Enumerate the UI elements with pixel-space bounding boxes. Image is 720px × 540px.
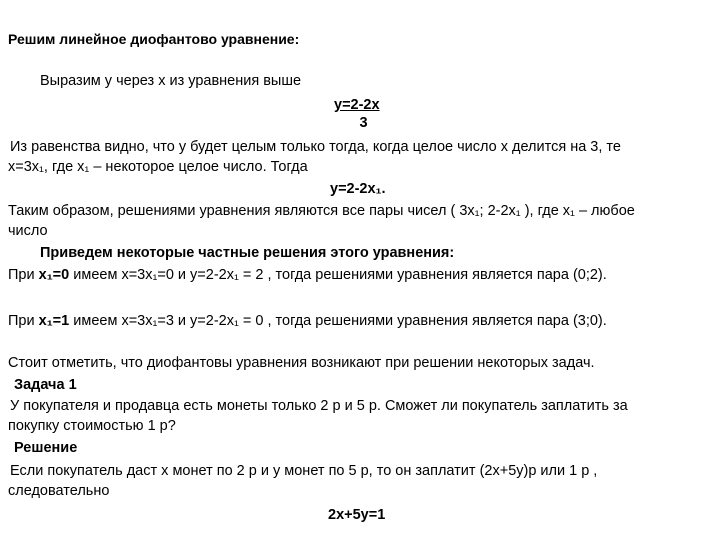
solution-heading: Решение <box>14 440 78 456</box>
case-line <box>8 312 607 330</box>
formula-fraction <box>334 96 380 132</box>
paragraph-line: следовательно <box>8 483 110 499</box>
case-rest: имеем x=3x₁=0 и y=2-2x₁ = 2 , тогда решениями уравнения является пара (0;2). <box>69 267 607 283</box>
note-line: Стоит отметить, что диофантовы уравнения возникают при решении некоторых задач. <box>8 355 595 371</box>
fraction-denominator: 3 <box>359 115 368 131</box>
case-line <box>8 266 607 284</box>
case-prefix: При <box>8 313 39 329</box>
section-heading: Приведем некоторые частные решения этого уравнения: <box>40 245 455 261</box>
case-rest: имеем x=3x₁=3 и y=2-2x₁ = 0 , тогда решениями уравнения является пара (3;0). <box>69 313 607 329</box>
paragraph-line: число <box>8 223 48 239</box>
fraction-numerator: y=2-2x <box>334 97 380 113</box>
paragraph-line: Если покупатель даст x монет по 2 р и y монет по 5 р, то он заплатит (2x+5y)р или 1 р , <box>10 463 598 479</box>
case-condition: x₁=1 <box>38 313 70 329</box>
case-condition: x₁=0 <box>38 267 70 283</box>
paragraph-line: покупку стоимостью 1 р? <box>8 418 176 434</box>
paragraph-line: x=3x₁, где x₁ – некоторое целое число. Тогда <box>8 159 308 175</box>
task-heading: Задача 1 <box>14 377 77 393</box>
formula-line: y=2-2x₁. <box>330 181 386 197</box>
case-prefix: При <box>8 267 39 283</box>
page-title: Решим линейное диофантово уравнение: <box>8 31 300 47</box>
final-equation: 2x+5y=1 <box>328 507 386 523</box>
paragraph-line: Таким образом, решениями уравнения являются все пары чисел ( 3x₁; 2-2x₁ ), где x₁ – любое <box>8 203 635 219</box>
paragraph-line: Из равенства видно, что y будет целым только тогда, когда целое число x делится на 3, те <box>10 139 621 155</box>
express-line: Выразим y через x из уравнения выше <box>40 73 302 89</box>
paragraph-line: У покупателя и продавца есть монеты только 2 р и 5 р. Сможет ли покупатель заплатить за <box>10 398 628 414</box>
